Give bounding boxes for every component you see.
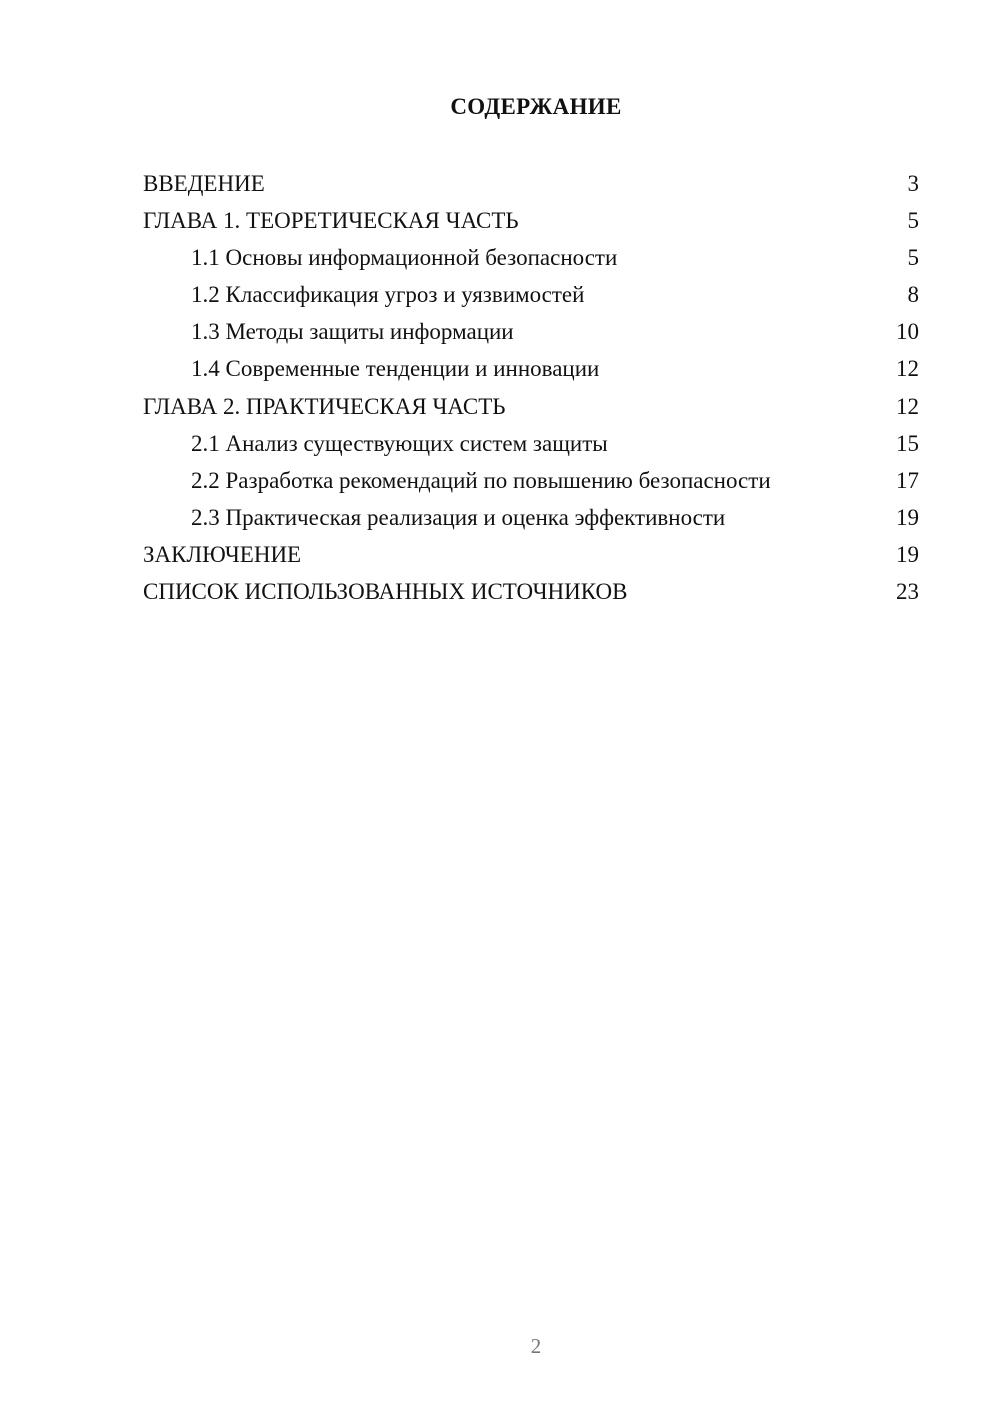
toc-entry-page: 5 [907, 208, 919, 234]
toc-entry[interactable] [143, 536, 919, 573]
toc-entry[interactable] [143, 202, 919, 239]
toc-entry-title: 1.1 Основы информационной безопасности [191, 245, 618, 271]
toc-entry-title: 1.2 Классификация угроз и уязвимостей [191, 282, 585, 308]
toc-entry-title: 2.1 Анализ существующих систем защиты [191, 430, 608, 456]
toc-entry[interactable] [143, 350, 919, 387]
toc-entry[interactable] [143, 388, 919, 425]
toc-entry-page: 23 [896, 579, 919, 605]
toc-list [143, 165, 919, 610]
toc-entry-page: 3 [907, 171, 919, 196]
toc-entry-page: 12 [896, 393, 919, 419]
toc-entry-page: 5 [907, 245, 919, 271]
toc-entry-page: 15 [896, 430, 919, 456]
toc-entry[interactable] [143, 313, 919, 350]
toc-entry-title: ЗАКЛЮЧЕНИЕ [143, 541, 302, 567]
toc-entry-page: 19 [896, 541, 919, 567]
toc-entry[interactable] [143, 276, 919, 313]
toc-entry-title: ГЛАВА 1. ТЕОРЕТИЧЕСКАЯ ЧАСТЬ [143, 208, 519, 234]
toc-entry-title: ГЛАВА 2. ПРАКТИЧЕСКАЯ ЧАСТЬ [143, 393, 506, 419]
toc-entry[interactable] [143, 462, 919, 499]
toc-entry-title: 2.2 Разработка рекомендаций по повышению безопасности [191, 467, 771, 493]
toc-entry-title: СПИСОК ИСПОЛЬЗОВАННЫХ ИСТОЧНИКОВ [143, 579, 628, 605]
toc-entry[interactable] [143, 499, 919, 536]
toc-title: СОДЕРЖАНИЕ [450, 94, 622, 119]
toc-entry-title: 2.3 Практическая реализация и оценка эффективности [191, 504, 726, 530]
toc-entry[interactable] [143, 165, 919, 202]
toc-entry[interactable] [143, 573, 919, 610]
toc-entry[interactable] [143, 425, 919, 462]
toc-entry-title: 1.3 Методы защиты информации [191, 319, 514, 345]
toc-entry-title: 1.4 Современные тенденции и инновации [191, 356, 600, 382]
toc-entry-title: ВВЕДЕНИЕ [143, 171, 265, 196]
toc-entry-page: 10 [896, 319, 919, 345]
toc-entry-page: 8 [907, 282, 919, 308]
toc-entry-page: 19 [896, 504, 919, 530]
toc-entry-page: 17 [896, 467, 919, 493]
toc-entry[interactable] [143, 239, 919, 276]
page-number: 2 [530, 1334, 542, 1358]
toc-entry-page: 12 [896, 356, 919, 382]
